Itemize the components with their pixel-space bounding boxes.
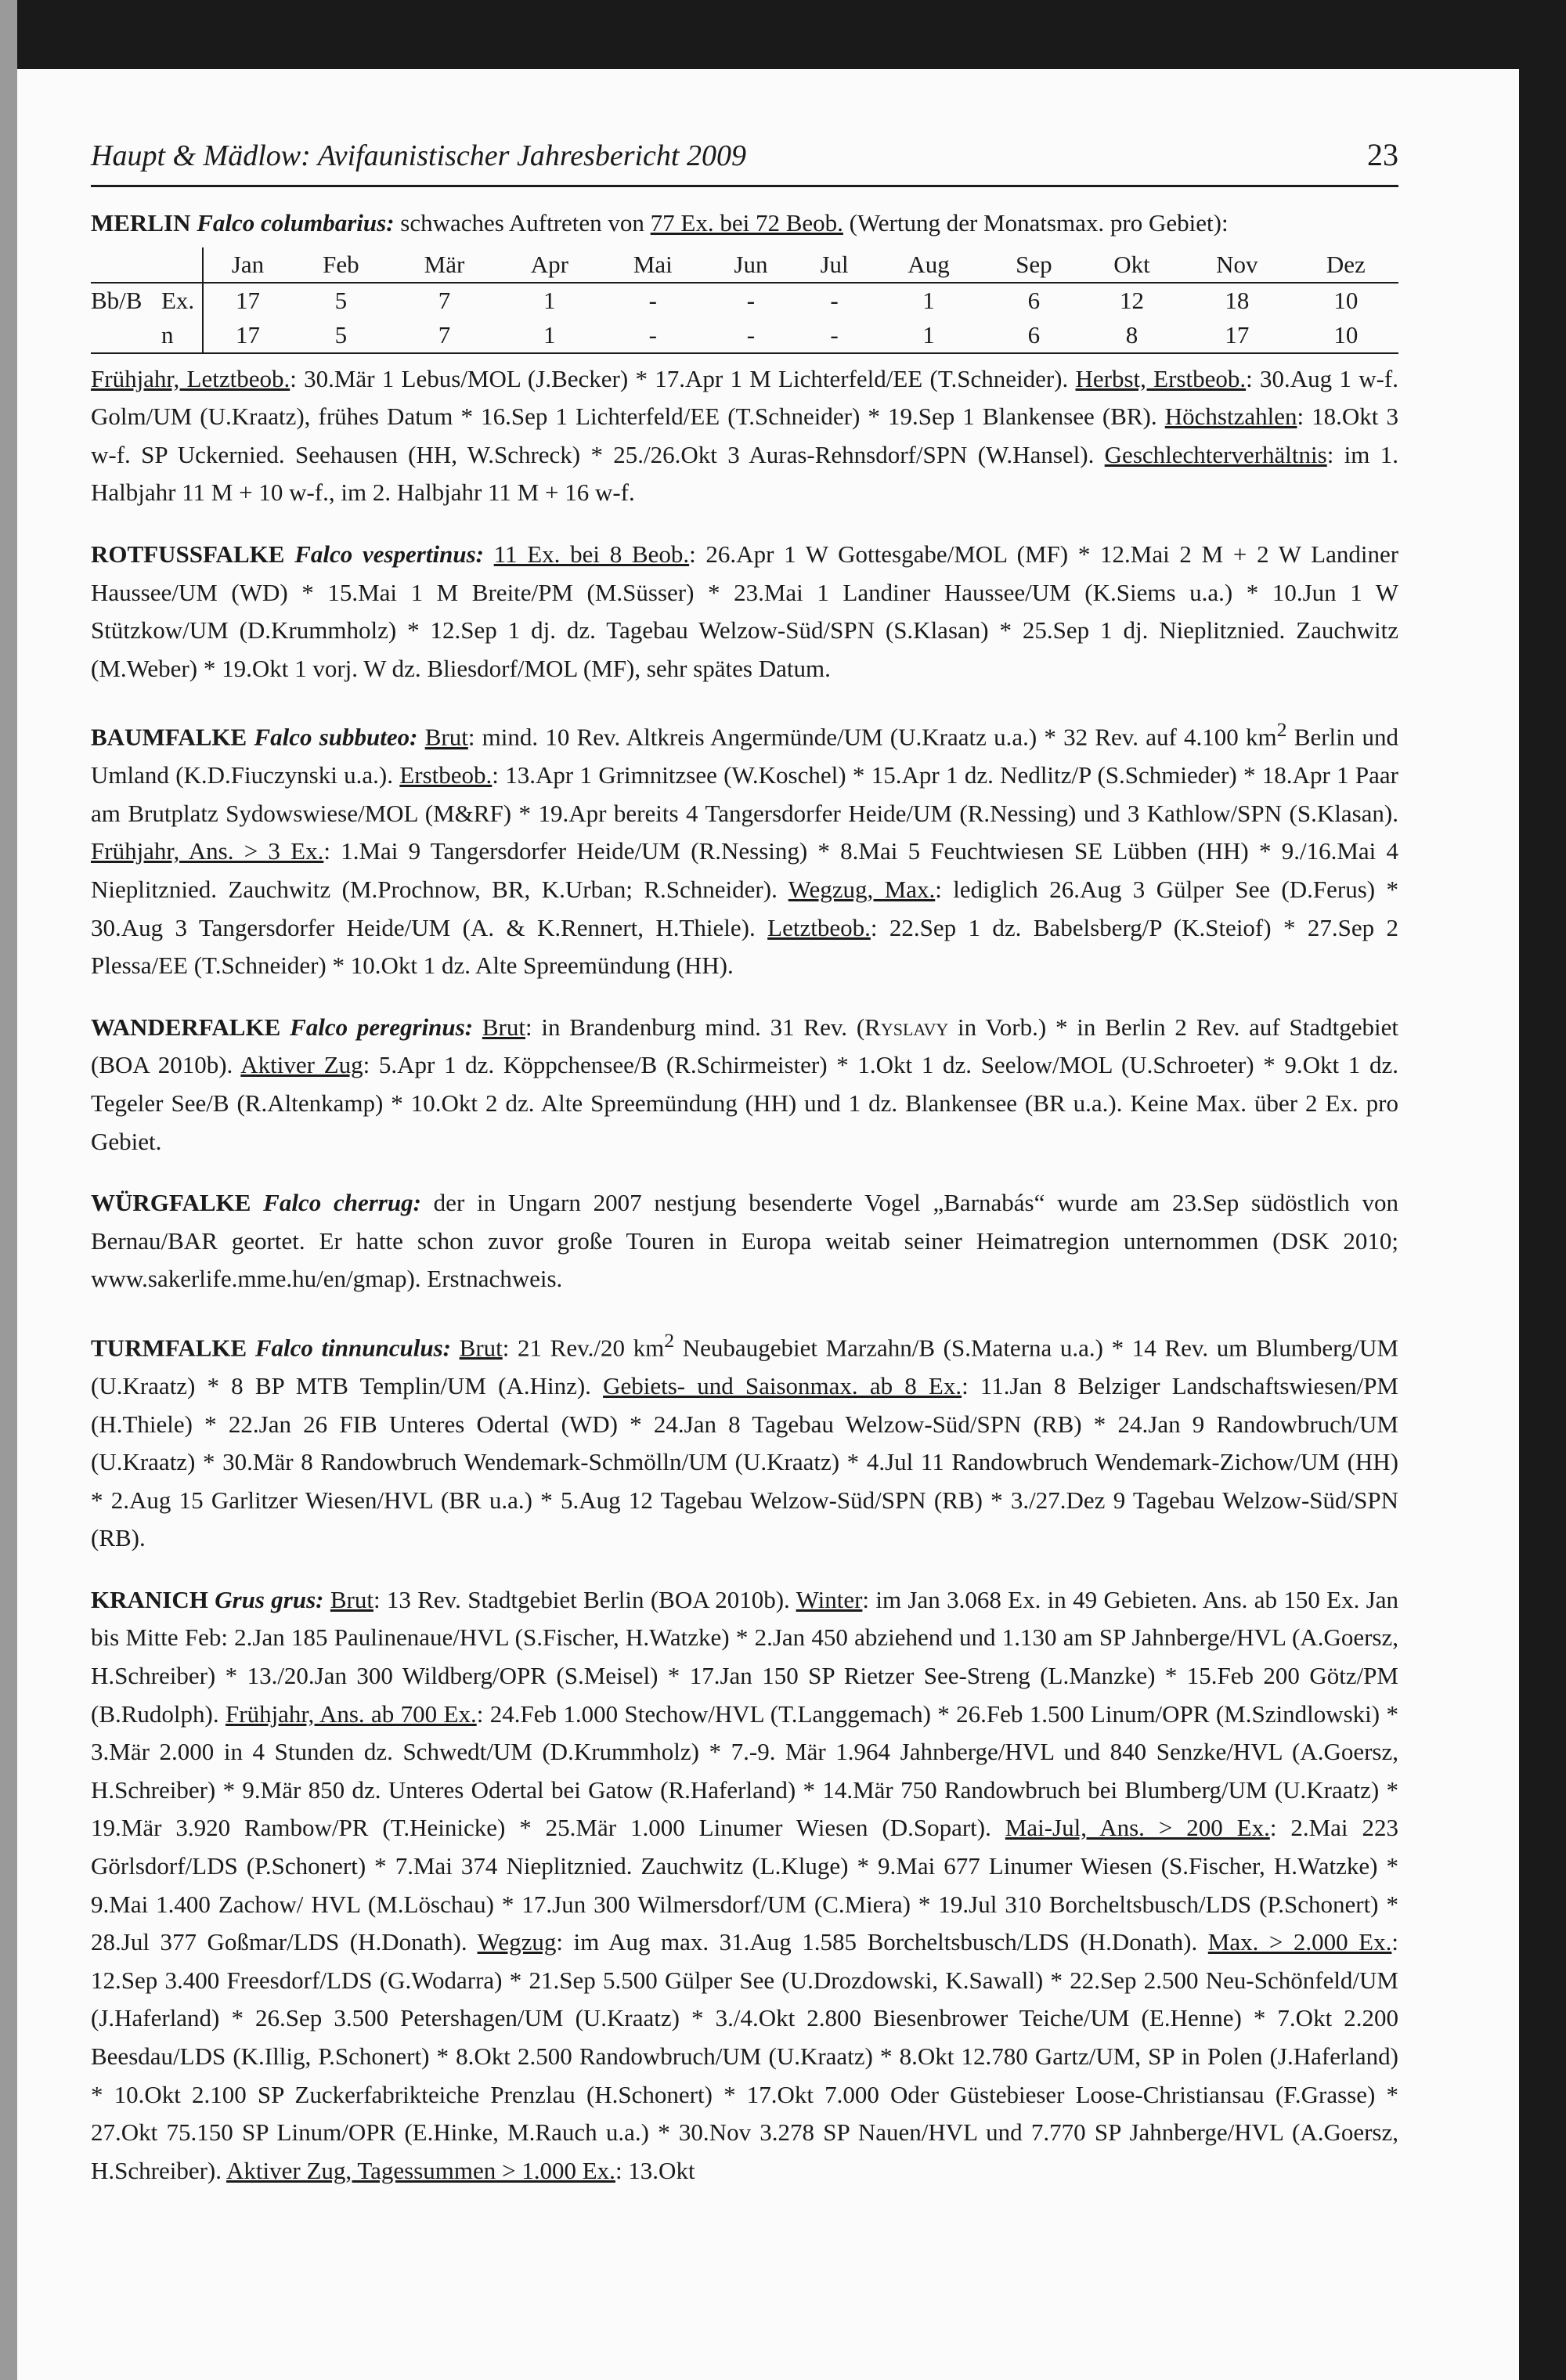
page-content: [91, 136, 1398, 2190]
text: : 1.Mai 9 Tangersdorfer Heide/UM (R.Nessing) * 8.Mai 5 Feuchtwiesen SE Lübben (HH) * 9./16.Mai 4 Nieplitznied. Zauchwitz (M.Prochnow, BR, K.Urban; R.Schneider).: [91, 837, 1398, 904]
month-header: Sep: [985, 247, 1083, 283]
underlined-heading: Erstbeob.: [399, 761, 493, 789]
species-name: ROTFUSSFALKE: [91, 540, 285, 568]
underlined-heading: Brut: [482, 1013, 525, 1041]
paragraph: [91, 711, 1398, 984]
entry-rotfussfalke: [91, 536, 1398, 688]
species-latin: Falco subbuteo:: [254, 723, 418, 751]
table-cell: 6: [985, 318, 1083, 353]
species-name: BAUMFALKE: [91, 723, 247, 751]
underlined-heading: Aktiver Zug: [240, 1051, 363, 1079]
entry-baumfalke: [91, 711, 1398, 984]
table-cell: -: [746, 286, 756, 314]
month-header: Dez: [1294, 247, 1398, 283]
month-header: Apr: [499, 247, 601, 283]
text: schwaches Auftreten von: [394, 209, 651, 237]
underlined-heading: 77 Ex. bei 72 Beob.: [650, 209, 843, 237]
table-cell: -: [796, 318, 872, 353]
underlined-heading: Brut: [330, 1585, 373, 1613]
species-latin: Falco columbarius:: [197, 209, 395, 237]
table-cell: 17: [1181, 318, 1294, 353]
paragraph: [91, 1184, 1398, 1298]
entry-turmfalke: [91, 1322, 1398, 1558]
entry-wuergfalke: [91, 1184, 1398, 1298]
month-header: Jun: [705, 247, 796, 283]
species-name: TURMFALKE: [91, 1334, 247, 1362]
table-cell: 1: [499, 318, 601, 353]
table-cell: -: [601, 318, 705, 353]
running-header: [91, 136, 1398, 187]
entry-kranich: [91, 1581, 1398, 2190]
species-name: WÜRGFALKE: [91, 1189, 251, 1217]
table-cell: -: [705, 318, 796, 353]
scan-edge: [0, 0, 17, 2380]
text: : 18.Okt 3 w-f. SP Uckernied. Seehausen (HH, W.Schreck) * 25./26.Okt 3 Auras-Rehnsdorf/SPN (W.Hansel).: [91, 403, 1398, 468]
book-page: [17, 69, 1519, 2380]
text: in Vorb.) * in Berlin 2 Rev. auf Stadtgebiet (BOA 2010b).: [91, 1013, 1398, 1079]
text: Berlin und Umland (K.D.Fiuczynski u.a.).: [91, 723, 1398, 789]
table-row: [91, 318, 1398, 353]
underlined-heading: Brut: [424, 723, 468, 751]
text: : 22.Sep 1 dz. Babelsberg/P (K.Steiof) * 27.Sep 2 Plessa/EE (T.Schneider) * 10.Okt 1 dz. Alte Spreemündung (HH).: [91, 913, 1398, 980]
row-label: n: [161, 318, 203, 353]
underlined-heading: Frühjahr, Ans. > 3 Ex.: [91, 837, 324, 865]
underlined-heading: Max. > 2.000 Ex.: [1207, 1928, 1392, 1956]
region-cell: Bb/B: [91, 286, 143, 314]
table-cell: 7: [438, 286, 451, 314]
entry-wanderfalke: [91, 1009, 1398, 1161]
table-cell: 10: [1333, 286, 1359, 314]
text: : 5.Apr 1 dz. Köppchensee/B (R.Schirmeister) * 1.Okt 1 dz. Seelow/MOL (U.Schroeter) * 9.Okt 1 dz. Tegeler See/B (R.Altenkamp) * 10.Okt 2 dz. Alte Spreemündung (HH) und 1 dz. Blankensee (BR u.a.). Keine Max. über 2 Ex. pro Gebiet.: [91, 1051, 1398, 1155]
table-cell: 6: [1027, 286, 1041, 314]
species-latin: Falco peregrinus:: [290, 1013, 474, 1041]
species-name: MERLIN: [91, 209, 191, 237]
text: : 24.Feb 1.000 Stechow/HVL (T.Langgemach) * 26.Feb 1.500 Linum/OPR (M.Szindlowski) * 3.Mär 2.000 in 4 Stunden dz. Schwedt/UM (D.Krummholz) * 7.-9. Mär 1.964 Jahnberge/HVL und 840 Senzke/HVL (A.Goersz, H.Schreiber) * 9.Mär 850 dz. Unteres Odertal bei Gatow (R.Haferland) * 14.Mär 750 Randowbruch bei Blumberg/UM (U.Kraatz) * 19.Mär 3.920 Rambow/PR (T.Heinicke) * 25.Mär 1.000 Linumer Wiesen (D.Sopart).: [91, 1699, 1398, 1842]
table-cell: -: [648, 286, 657, 314]
row-label: Ex.: [161, 283, 203, 318]
monthly-table: [91, 247, 1398, 354]
underlined-heading: Letztbeob.: [767, 913, 871, 941]
underlined-heading: Aktiver Zug, Tagessummen > 1.000 Ex.: [226, 2156, 615, 2184]
table-cell: 12: [1120, 286, 1144, 314]
species-latin: Falco vespertinus:: [294, 540, 484, 568]
merlin-intro: [91, 204, 1398, 243]
month-header: Mär: [390, 247, 499, 283]
page-number: 23: [1367, 137, 1398, 172]
text: : 26.Apr 1 W Gottesgabe/MOL (MF) * 12.Mai 2 M + 2 W Landiner Haussee/UM (WD) * 15.Mai 1 M Breite/PM (M.Süsser) * 23.Mai 1 Landiner Haussee/UM (K.Siems u.a.) * 10.Jun 1 W Stützkow/UM (D.Krummholz) * 12.Sep 1 dj. dz. Tagebau Welzow-Süd/SPN (S.Klasan) * 25.Sep 1 dj. Nieplitznied. Zauchwitz (M.Weber) * 19.Okt 1 vorj. W dz. Bliesdorf/MOL (MF), sehr spätes Datum.: [91, 540, 1399, 682]
underlined-heading: Herbst, Erstbeob.: [1075, 364, 1247, 392]
text: : im 1. Halbjahr 11 M + 10 w-f., im 2. Halbjahr 11 M + 16 w-f.: [91, 440, 1398, 507]
month-header: Jan: [203, 247, 292, 283]
text: : im Aug max. 31.Aug 1.585 Borcheltsbusch/LDS (H.Donath).: [556, 1928, 1208, 1956]
underlined-heading: Höchstzahlen: [1164, 403, 1297, 431]
text: : mind. 10 Rev. Altkreis Angermünde/UM (U.Kraatz u.a.) * 32 Rev. auf 4.100 km: [467, 723, 1277, 751]
text: : lediglich 26.Aug 3 Gülper See (D.Ferus) * 30.Aug 3 Tangersdorfer Heide/UM (A. & K.Rennert, H.Thiele).: [91, 876, 1399, 941]
text: : 21 Rev./20 km: [502, 1334, 665, 1362]
text: der in Ungarn 2007 nestjung besenderte Vogel „Barnabás“ wurde am 23.Sep südöstlich von Bernau/BAR geortet. Er hatte schon zuvor große Touren in Europa weitab seiner Heimatregion unternommen (DSK 2010; www.sakerlife.mme.hu/en/gmap). Erstnachweis.: [91, 1189, 1398, 1293]
superscript: 2: [1276, 718, 1287, 742]
running-title: Haupt & Mädlow: Avifaunistischer Jahresbericht 2009: [91, 139, 746, 172]
table-cell: 1: [543, 286, 556, 314]
month-header: Nov: [1181, 247, 1294, 283]
table-cell: 10: [1294, 318, 1398, 353]
table-row: [91, 283, 1398, 318]
table-cell: 1: [922, 286, 935, 314]
text: (Wertung der Monatsmax. pro Gebiet):: [843, 209, 1229, 237]
underlined-heading: 11 Ex. bei 8 Beob.: [493, 540, 690, 568]
table-corner: [91, 247, 161, 283]
author-smallcaps: Ryslavy: [864, 1013, 949, 1041]
underlined-heading: Wegzug: [477, 1928, 557, 1956]
merlin-body: [91, 360, 1398, 512]
text: : 13 Rev. Stadtgebiet Berlin (BOA 2010b).: [373, 1585, 796, 1613]
text: : 12.Sep 3.400 Freesdorf/LDS (G.Wodarra) * 21.Sep 5.500 Gülper See (U.Drozdowski, K.Sawall) * 22.Sep 2.500 Neu-Schönfeld/UM (J.Haferland) * 26.Sep 3.500 Petershagen/UM (U.Kraatz) * 3./4.Okt 2.800 Biesenbrower Teiche/UM (E.Henne) * 7.Okt 2.200 Beesdau/LDS (K.Illig, P.Schonert) * 8.Okt 2.500 Randowbruch/UM (U.Kraatz) * 8.Okt 12.780 Gartz/UM, SP in Polen (J.Haferland) * 10.Okt 2.100 SP Zuckerfabrikteiche Prenzlau (H.Schonert) * 17.Okt 7.000 Oder Güstebieser Loose-Christiansau (F.Grasse) * 27.Okt 75.150 SP Linum/OPR (E.Hinke, M.Rauch u.a.) * 30.Nov 3.278 SP Nauen/HVL und 7.770 SP Jahnberge/HVL (A.Goersz, H.Schreiber).: [91, 1928, 1398, 2184]
table-cell: 5: [334, 286, 348, 314]
text: : 30.Mär 1 Lebus/MOL (J.Becker) * 17.Apr 1 M Lichterfeld/EE (T.Schneider).: [290, 364, 1076, 392]
species-latin: Falco cherrug:: [263, 1189, 421, 1217]
table-cell: 7: [390, 318, 499, 353]
entry-merlin: [91, 204, 1398, 512]
text: : 11.Jan 8 Belziger Landschaftswiesen/PM (H.Thiele) * 22.Jan 26 FIB Unteres Odertal (WD) * 24.Jan 8 Tagebau Welzow-Süd/SPN (RB) * 24.Jan 9 Randowbruch/UM (U.Kraatz) * 30.Mär 8 Randowbruch Wendemark-Schmölln/UM (U.Kraatz) * 4.Jul 11 Randowbruch Wendemark-Zichow/UM (HH) * 2.Aug 15 Garlitzer Wiesen/HVL (BR u.a.) * 5.Aug 12 Tagebau Welzow-Süd/SPN (RB) * 3./27.Dez 9 Tagebau Welzow-Süd/SPN (RB).: [91, 1371, 1398, 1552]
region-cell: [91, 318, 161, 353]
table-header-row: [91, 247, 1398, 283]
species-latin: Falco tinnunculus:: [254, 1334, 451, 1362]
text: : 13.Apr 1 Grimnitzsee (W.Koschel) * 15.Apr 1 dz. Nedlitz/P (S.Schmieder) * 18.Apr 1 Paar am Brutplatz Sydowswiese/MOL (M&RF) * 19.Apr bereits 4 Tangersdorfer Heide/UM (R.Nessing) und 3 Kathlow/SPN (S.Klasan).: [91, 761, 1398, 827]
table-corner: [161, 247, 203, 283]
underlined-heading: Frühjahr, Letztbeob.: [91, 364, 290, 392]
superscript: 2: [664, 1328, 675, 1352]
text: : in Brandenburg mind. 31 Rev. (: [525, 1013, 865, 1041]
underlined-heading: Gebiets- und Saisonmax. ab 8 Ex.: [603, 1371, 962, 1399]
table-cell: 17: [203, 318, 292, 353]
table-cell: 5: [292, 318, 390, 353]
month-header: Mai: [601, 247, 705, 283]
underlined-heading: Geschlechterverhältnis: [1104, 440, 1327, 468]
underlined-heading: Frühjahr, Ans. ab 700 Ex.: [226, 1699, 477, 1728]
underlined-heading: Brut: [459, 1334, 503, 1362]
text: Neubaugebiet Marzahn/B (S.Materna u.a.) * 14 Rev. um Blumberg/UM (U.Kraatz) * 8 BP MTB Templin/UM (A.Hinz).: [91, 1334, 1399, 1399]
underlined-heading: Wegzug, Max.: [788, 876, 936, 904]
paragraph: [91, 536, 1398, 688]
month-header: Aug: [872, 247, 985, 283]
underlined-heading: Mai-Jul, Ans. > 200 Ex.: [1005, 1814, 1270, 1842]
species-name: KRANICH: [91, 1585, 208, 1613]
text: : 2.Mai 223 Görlsdorf/LDS (P.Schonert) * 7.Mai 374 Nieplitznied. Zauchwitz (L.Kluge) * 9.Mai 677 Linumer Wiesen (S.Fischer, H.Watzke) * 9.Mai 1.400 Zachow/ HVL (M.Löschau) * 17.Jun 300 Wilmersdorf/UM (C.Miera) * 19.Jul 310 Borcheltsbusch/LDS (P.Schonert) * 28.Jul 377 Goßmar/LDS (H.Donath).: [91, 1814, 1398, 1956]
text: : 30.Aug 1 w-f. Golm/UM (U.Kraatz), frühes Datum * 16.Sep 1 Lichterfeld/EE (T.Schneider) * 19.Sep 1 Blankensee (BR).: [91, 364, 1398, 431]
month-header: Feb: [292, 247, 390, 283]
table-cell: -: [830, 286, 839, 314]
table-cell: 8: [1083, 318, 1181, 353]
table-cell: 1: [872, 318, 985, 353]
text: : im Jan 3.068 Ex. in 49 Gebieten. Ans. ab 150 Ex. Jan bis Mitte Feb: 2.Jan 185 Paulinenaue/HVL (S.Fischer, H.Watzke) * 2.Jan 450 abziehend und 1.130 am SP Jahnberge/HVL (A.Goersz, H.Schreiber) * 13./20.Jan 300 Wildberg/OPR (S.Meisel) * 17.Jan 150 SP Rietzer See-Streng (L.Manzke) * 15.Feb 200 Götz/PM (B.Rudolph).: [91, 1585, 1398, 1728]
underlined-heading: Winter: [796, 1585, 863, 1613]
month-header: Jul: [796, 247, 872, 283]
paragraph: [91, 1322, 1398, 1558]
paragraph: [91, 1009, 1398, 1161]
text: : 13.Okt: [615, 2156, 695, 2184]
species-name: WANDERFALKE: [91, 1013, 281, 1041]
month-header: Okt: [1083, 247, 1181, 283]
table-cell: 17: [235, 286, 260, 314]
paragraph: [91, 1581, 1398, 2190]
table-cell: 18: [1225, 286, 1250, 314]
species-latin: Grus grus:: [215, 1585, 324, 1613]
